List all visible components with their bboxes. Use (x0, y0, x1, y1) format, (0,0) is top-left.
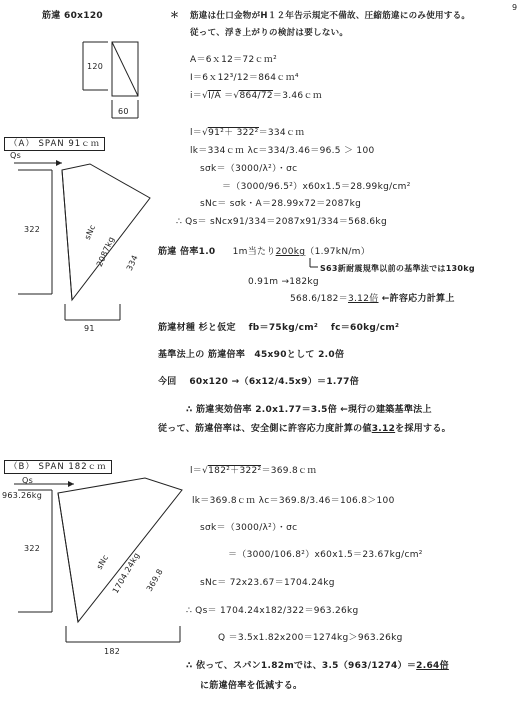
sqrt-symbol: √ (202, 128, 209, 138)
span-b-l-res: ＝369.8ｃｍ (261, 466, 317, 476)
span-a-sfk-line-1: sσk＝（3000/λ²）・σc (200, 164, 298, 174)
span-b-qs-line: ∴ Qs＝ 1704.24x182/322＝963.26kg (186, 606, 359, 616)
span-b-sfk-line-1: sσk＝（3000/λ²）・σc (200, 523, 298, 533)
span-a-l-res: ＝334ｃｍ (258, 128, 305, 138)
ratio-line-3-note: ←許容応力計算上 (381, 294, 455, 304)
span-a-sfk-line-2: ＝（3000/96.5²）x60x1.5＝28.99kg/cm² (222, 182, 411, 192)
effective-note: ←現行の建築基準法上 (340, 405, 432, 415)
note-line-2: 従って、浮き上がりの検討は要しない。 (190, 28, 349, 38)
prop-inertia: I＝6ｘ12³/12＝864ｃｍ⁴ (190, 73, 299, 83)
span-b-snc-label: sNc (94, 553, 111, 571)
span-b-height-dim: 322 (24, 544, 41, 553)
span-a-diagram (14, 160, 150, 320)
ratio-per-meter-val: 200kg (275, 247, 306, 257)
section-height-dim: 120 (87, 62, 104, 71)
span-b-final-value: 2.64倍 (416, 661, 449, 671)
span-a-height-dim: 322 (24, 225, 41, 234)
ratio-line-3-expr: 568.6/182＝ (290, 294, 348, 304)
span-b-label: （B） SPAN 182ｃｍ (4, 460, 112, 474)
member-name: 筋違 60x120 (42, 11, 103, 21)
prop-radius-res: ＝3.46ｃｍ (272, 91, 323, 101)
span-b-final-line-1 (186, 661, 449, 672)
span-a-force-label: 2087kg (94, 235, 117, 269)
span-a-label: （A） SPAN 91ｃｍ (4, 137, 105, 151)
span-b-width-dim: 182 (104, 647, 121, 656)
span-a-width-dim: 91 (84, 324, 95, 333)
span-a-qs-line: ∴ Qs＝ sNcx91/334＝2087x91/334＝568.6kg (176, 217, 387, 227)
sqrt-symbol: √ (233, 91, 240, 101)
span-b-snc-line: sNc＝ 72x23.67＝1704.24kg (200, 578, 335, 588)
ratio-lead: 筋違 倍率1.0 (158, 247, 216, 257)
span-a-lk-line: lk＝334ｃｍ λc＝334/3.46＝96.5 ＞ 100 (190, 146, 375, 156)
span-a-snc-line: sNc＝ sσk・A＝28.99x72＝2087kg (200, 199, 362, 209)
prop-area: A＝6ｘ12＝72ｃｍ² (190, 55, 277, 65)
span-b-length-label: 369.8 (144, 567, 165, 593)
current-line: 今回 60x120 →（6x12/4.5x9）＝1.77倍 (158, 377, 360, 387)
ratio-per-meter: 1m当たり (232, 247, 276, 257)
span-a-l-rad: 91²＋ 322² (208, 128, 259, 138)
span-b-qs-value: 963.26kg (2, 491, 43, 500)
prop-radius-lhs: i＝ (190, 91, 203, 101)
conclusion-1-text: 従って、筋違倍率は、安全側に許容応力度計算の値 (158, 424, 372, 434)
ratio-old-std-note: S63新耐震規準以前の基準法では130kg (320, 264, 475, 273)
span-a-qs-label: Qs (10, 151, 22, 160)
note-mark: ＊ (170, 11, 180, 21)
span-b-l-lhs: l＝ (190, 466, 203, 476)
span-b-sfk-line-2: ＝（3000/106.8²）x60x1.5＝23.67kg/cm² (228, 550, 423, 560)
span-b-final-line-2: に筋違倍率を低減する。 (200, 681, 303, 691)
span-b-qs-label: Qs (22, 476, 34, 485)
conclusion-1 (158, 424, 451, 435)
span-b-length-calc (190, 466, 317, 477)
span-b-force-label: 1704.24kg (110, 551, 142, 595)
sqrt-symbol: √ (202, 466, 209, 476)
prop-radius-rad2: 864/72 (239, 91, 273, 101)
ratio-line-3 (290, 294, 455, 305)
ratio-line-1 (158, 247, 370, 258)
effective-text: ∴ 筋違実効倍率 2.0x1.77＝3.5倍 (186, 405, 338, 415)
page-number: 9 (512, 3, 518, 12)
span-b-lk-line: lk＝369.8ｃｍ λc＝369.8/3.46＝106.8＞100 (192, 496, 395, 506)
material-line: 筋違材種 杉と仮定 fb＝75kg/cm² fc＝60kg/cm² (158, 323, 400, 333)
span-b-l-rad: 182²＋322² (208, 466, 262, 476)
section-diagram (83, 42, 138, 118)
span-b-final-text: ∴ 依って、スパン1.82mでは、3.5（963/1274）＝ (186, 661, 417, 671)
ratio-per-meter-unit: （1.97kN/m） (305, 247, 371, 257)
prop-radius-rad1: I/A (208, 91, 221, 101)
ratio-line-2: 0.91m →182kg (248, 277, 319, 287)
span-a-snc-label: sNc (82, 223, 98, 242)
sqrt-symbol: √ (202, 91, 209, 101)
note-line-1: 筋違は仕口金物がH１２年告示規定不備故、圧縮筋違にのみ使用する。 (190, 11, 471, 21)
law-line: 基準法上の 筋違倍率 45x90として 2.0倍 (158, 350, 345, 360)
span-a-l-lhs: l＝ (190, 128, 203, 138)
section-width-dim: 60 (118, 107, 129, 116)
prop-radius-eq: ＝ (224, 91, 234, 101)
span-b-q-line: Q ＝3.5x1.82x200＝1274kg＞963.26kg (218, 633, 403, 643)
conclusion-1-value: 3.12 (371, 424, 396, 434)
ratio-line-3-val: 3.12倍 (347, 294, 379, 304)
span-a-length-calc (190, 128, 305, 139)
span-a-length-label: 334 (124, 253, 140, 273)
note-bracket (310, 258, 318, 267)
prop-radius (190, 91, 322, 102)
conclusion-1-tail: を採用する。 (395, 424, 451, 434)
effective-line (186, 405, 432, 416)
